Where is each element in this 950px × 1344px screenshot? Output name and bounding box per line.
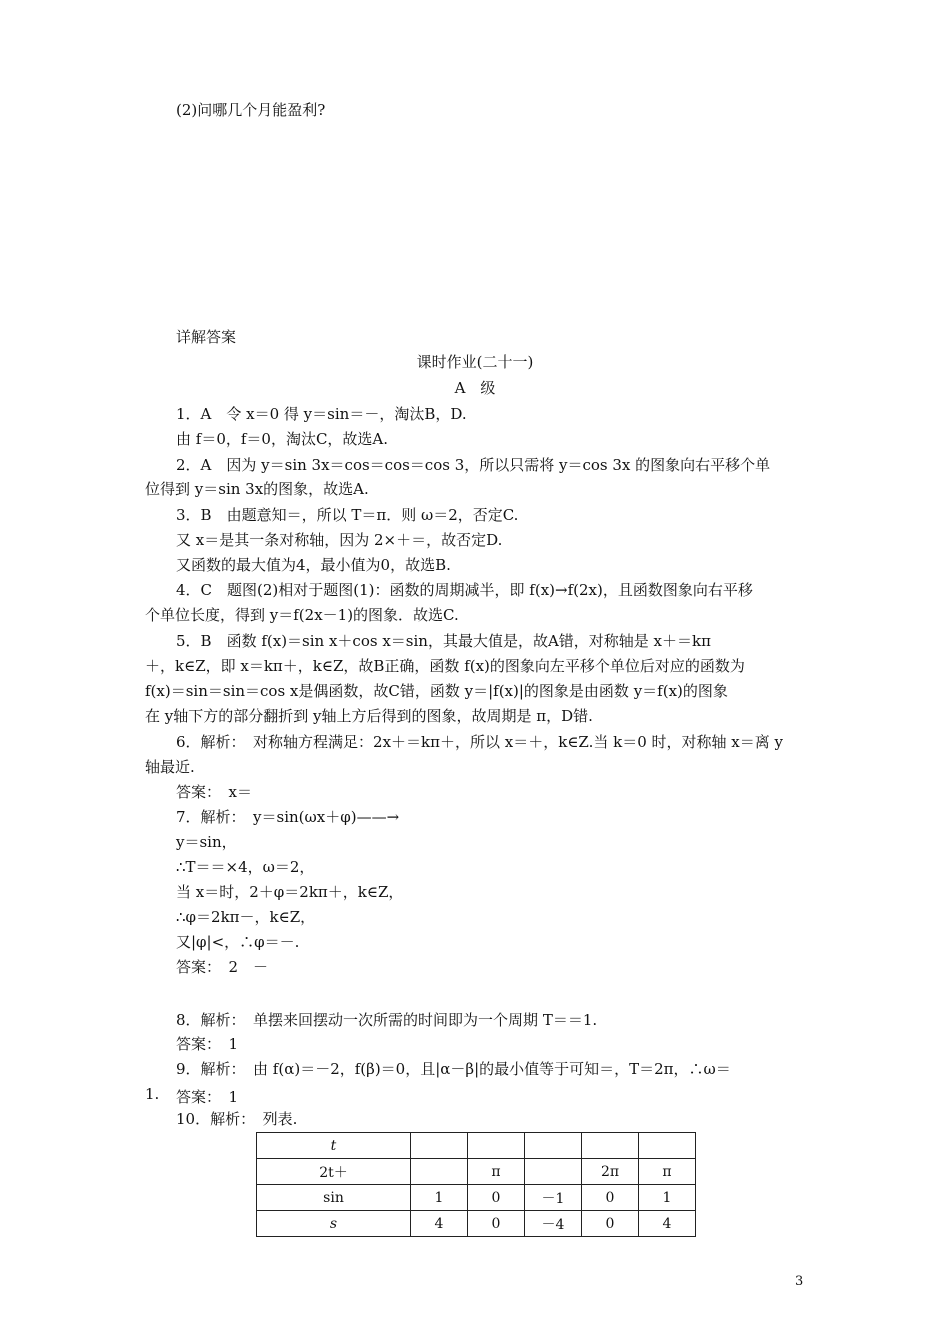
table-cell [411, 1159, 468, 1185]
table-cell [411, 1133, 468, 1159]
table-cell: 2π [582, 1159, 639, 1185]
table-cell: －1 [525, 1185, 582, 1211]
table-cell [525, 1159, 582, 1185]
answer-line: 由 f＝0，f＝0，淘汰C，故选A. [176, 430, 389, 448]
answer-line: 8．解析： 单摆来回摆动一次所需的时间即为一个周期 T＝＝1. [176, 1011, 598, 1029]
table-cell: 1 [639, 1185, 696, 1211]
table-cell: t [257, 1133, 411, 1159]
table-cell: 1 [411, 1185, 468, 1211]
answer-line: y＝sin， [176, 833, 237, 851]
answer-line: 1. [145, 1085, 160, 1103]
table-cell [468, 1133, 525, 1159]
answer-line: 当 x＝时，2＋φ＝2kπ＋，k∈Z， [176, 883, 404, 901]
answer-line: 答案： 1 [176, 1088, 239, 1106]
table-cell: 0 [582, 1211, 639, 1237]
value-table [256, 1132, 696, 1237]
table-row [257, 1133, 696, 1159]
answer-line: 4．C 题图(2)相对于题图(1)：函数的周期减半，即 f(x)→f(2x)，且函数图象向右平移 [176, 581, 753, 599]
question-2: (2)问哪几个月能盈利? [176, 101, 326, 119]
answer-line: 10．解析： 列表. [176, 1110, 298, 1128]
answers-heading: 详解答案 [176, 328, 237, 346]
table-row [257, 1185, 696, 1211]
table-row [257, 1159, 696, 1185]
answer-line: 3．B 由题意知＝，所以 T＝π．则 ω＝2，否定C. [176, 506, 519, 524]
answer-line: 答案： 1 [176, 1035, 239, 1053]
table-cell: π [468, 1159, 525, 1185]
answer-line: 1．A 令 x＝0 得 y＝sin＝－，淘汰B，D. [176, 405, 467, 423]
answer-line: 7．解析： y＝sin(ωx＋φ)——→ [176, 808, 400, 826]
table-cell: π [639, 1159, 696, 1185]
answer-line: ∴T＝＝×4，ω＝2， [176, 858, 315, 876]
level-heading: A 级 [454, 379, 496, 397]
answer-line: 个单位长度，得到 y＝f(2x－1)的图象．故选C. [145, 606, 459, 624]
table-cell: sin [257, 1185, 411, 1211]
lesson-title: 课时作业(二十一) [416, 353, 534, 371]
answer-line: 在 y轴下方的部分翻折到 y轴上方后得到的图象，故周期是 π，D错. [145, 707, 593, 725]
table-cell [639, 1133, 696, 1159]
answer-line: 又函数的最大值为4，最小值为0，故选B. [176, 556, 451, 574]
table-cell: 4 [411, 1211, 468, 1237]
answer-line: 轴最近. [145, 758, 195, 776]
answer-line: 9．解析： 由 f(α)＝－2，f(β)＝0，且|α－β|的最小值等于可知＝，T＝2π，∴ω＝ [176, 1060, 731, 1078]
table-cell [525, 1133, 582, 1159]
table-cell: s [257, 1211, 411, 1237]
answer-line: 位得到 y＝sin 3x的图象，故选A. [145, 480, 369, 498]
answer-line: 答案： x＝ [176, 783, 252, 801]
answer-line: 又|φ|<，∴φ＝－. [176, 933, 300, 951]
answer-line: 5．B 函数 f(x)＝sin x＋cos x＝sin，其最大值是，故A错，对称轴是 x＋＝kπ [176, 632, 711, 650]
table-cell: 0 [582, 1185, 639, 1211]
table-cell: －4 [525, 1211, 582, 1237]
answer-line: 6．解析： 对称轴方程满足：2x＋＝kπ＋，所以 x＝＋，k∈Z.当 k＝0 时，对称轴 x＝离 y [176, 733, 783, 751]
answer-line: 又 x＝是其一条对称轴，因为 2×＋＝，故否定D. [176, 531, 503, 549]
table-cell: 0 [468, 1185, 525, 1211]
answer-line: ∴φ＝2kπ－，k∈Z， [176, 908, 316, 926]
answer-line: f(x)＝sin＝sin＝cos x是偶函数，故C错，函数 y＝|f(x)|的图象是由函数 y＝f(x)的图象 [145, 682, 728, 700]
table-row [257, 1211, 696, 1237]
answer-line: 答案： 2 － [176, 958, 269, 976]
table-cell: 2t＋ [257, 1159, 411, 1185]
answer-line: 2．A 因为 y＝sin 3x＝cos＝cos＝cos 3，所以只需将 y＝cos 3x 的图象向右平移个单 [176, 456, 771, 474]
page-number: 3 [795, 1274, 804, 1289]
table-cell: 0 [468, 1211, 525, 1237]
table-cell [582, 1133, 639, 1159]
table-cell: 4 [639, 1211, 696, 1237]
answer-line: ＋，k∈Z，即 x＝kπ＋，k∈Z，故B正确，函数 f(x)的图象向左平移个单位后对应的函数为 [145, 657, 745, 675]
